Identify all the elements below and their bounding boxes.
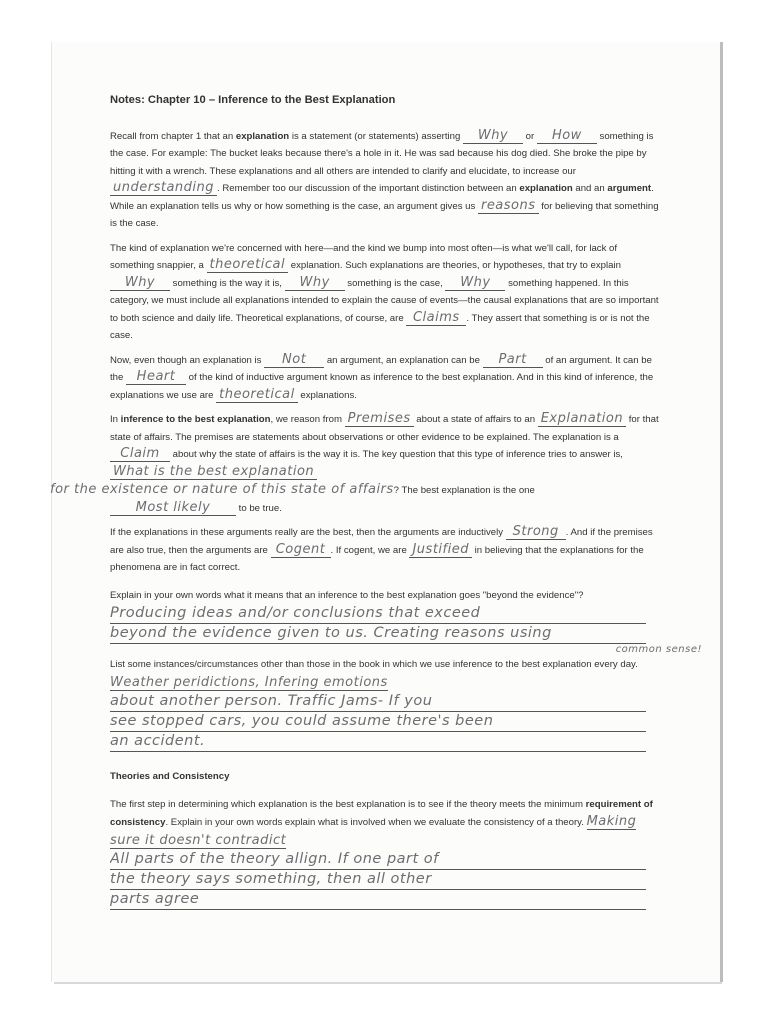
text: and an	[572, 183, 608, 194]
handwritten-answer: parts agree	[110, 891, 200, 907]
bold-term: inference to the best explanation	[120, 414, 271, 425]
answer-blank[interactable]: theoretical	[216, 388, 298, 403]
handwritten-answer: Producing ideas and/or conclusions that exceed	[110, 605, 481, 621]
answer-blank[interactable]: Premises	[345, 412, 414, 427]
text: something happened. In this category, we must include all explanations intended to explain the cause of events—the causal explanations that are so important to both science and daily life. Theoretical explanations, of course, are	[110, 277, 659, 324]
text: ? The best explanation is the one	[393, 485, 535, 496]
text: In	[110, 414, 121, 425]
section-heading: Theories and Consistency	[110, 771, 230, 782]
text: The first step in determining which explanation is the best explanation is to see if the theory meets the minimum	[110, 798, 586, 810]
paragraph-cogent	[110, 524, 662, 577]
text: about why the state of affairs is the way it is. The key question that this type of inference tries to answer is,	[170, 449, 623, 460]
worksheet-content	[50, 92, 702, 910]
handwritten-answer: about another person. Traffic Jams- If you	[110, 693, 433, 709]
text: something is the case. For example: The bucket leaks because there's a hole in it. He was sad because his dog died. She broke the pipe by hitting it with a wrench. These explanations and all others are intended to clarify and elucidate, to increase our	[110, 130, 654, 177]
answer-line[interactable]	[110, 732, 646, 752]
page-title: Notes: Chapter 10 – Inference to the Best Explanation	[110, 94, 396, 106]
answer-line[interactable]	[110, 712, 646, 732]
answer-blank[interactable]: Justified	[409, 543, 472, 558]
text: something is the case,	[344, 277, 446, 289]
text: of the kind of inductive argument known as inference to the best explanation. And in this kind of inference, the explanations we use are	[110, 372, 654, 401]
paragraph-inference	[50, 411, 662, 517]
answer-blank[interactable]: Heart	[126, 370, 186, 385]
answer-line[interactable]	[110, 692, 646, 712]
text: of an argument. It can be the	[110, 354, 652, 383]
text: for believing that something is the case.	[110, 200, 659, 229]
text: an argument, an explanation can be	[324, 354, 483, 366]
question-prompt: Explain in your own words what it means that an inference to the best explanation goes "beyond the evidence"?	[110, 589, 584, 601]
answer-blank[interactable]: Explanation	[538, 412, 626, 427]
text: . If cogent, we are	[330, 544, 410, 556]
text: is a statement (or statements) asserting	[289, 130, 463, 142]
document-page	[52, 42, 720, 982]
text: something is the way it is,	[170, 277, 285, 289]
answer-blank[interactable]: Cogent	[271, 543, 331, 558]
answer-blank[interactable]: Why	[463, 129, 523, 144]
handwritten-answer: see stopped cars, you could assume there's been	[110, 713, 494, 729]
text: explanations.	[297, 389, 357, 401]
handwritten-answer[interactable]: Weather peridictions, Infering emotions	[110, 674, 388, 690]
answer-blank[interactable]: Part	[483, 353, 543, 368]
answer-blank[interactable]: Claim	[110, 447, 170, 462]
text: for that state of affairs. The premises are statements about observations or other evidence to be explained. The explanation is a	[110, 414, 659, 443]
text: If the explanations in these arguments really are the best, then the arguments are inductively	[110, 527, 506, 538]
text: . Explain in your own words explain what is involved when we evaluate the consistency of a theory.	[165, 817, 587, 828]
text: , we reason from	[270, 414, 345, 425]
text: or	[523, 130, 537, 142]
question-beyond-evidence	[110, 587, 702, 655]
answer-blank[interactable]: Not	[264, 353, 324, 368]
answer-blank[interactable]: theoretical	[207, 258, 289, 273]
handwritten-answer[interactable]: Making sure it doesn't contradict	[110, 814, 637, 848]
answer-line[interactable]	[110, 624, 646, 644]
answer-line[interactable]	[110, 870, 646, 890]
answer-blank[interactable]: understanding	[110, 181, 217, 196]
answer-blank[interactable]: Why	[445, 276, 505, 291]
margin-note: common sense!	[615, 643, 702, 655]
text: to be true.	[236, 502, 282, 514]
paragraph-theoretical	[110, 240, 662, 345]
bold-term: explanation	[235, 130, 290, 142]
answer-blank[interactable]: What is the best explanation	[110, 465, 317, 480]
question-prompt	[110, 656, 662, 692]
bold-term: explanation	[519, 183, 573, 194]
handwritten-overflow: for the existence or nature of this state of affairs	[50, 482, 394, 497]
text: The kind of explanation we're concerned with here—and the kind we bump into most often—is what we'll call, for lack of something snappier, a	[110, 242, 618, 271]
text: . They assert that something is or is not the case.	[110, 312, 650, 341]
handwritten-answer: beyond the evidence given to us. Creating reasons using	[110, 625, 552, 641]
handwritten-answer: an accident.	[110, 733, 206, 749]
paragraph-explanation	[110, 128, 662, 233]
text: . While an explanation tells us why or how something is the case, an argument gives us	[110, 183, 654, 212]
question-prompt	[110, 796, 662, 851]
bold-term: argument	[607, 183, 652, 194]
text: . Remember too our discussion of the important distinction between an	[217, 183, 520, 194]
text: about a state of affairs to an	[413, 414, 538, 425]
paragraph-argument	[110, 352, 662, 405]
answer-blank[interactable]: Strong	[506, 525, 566, 540]
answer-blank[interactable]: Why	[285, 276, 345, 291]
answer-line[interactable]	[110, 850, 646, 870]
text: . And if the premises are also true, then the arguments are	[110, 527, 653, 556]
answer-line[interactable]	[110, 890, 646, 910]
handwritten-answer: the theory says something, then all other	[110, 871, 432, 887]
answer-blank[interactable]: Why	[110, 276, 170, 291]
text: explanation. Such explanations are theories, or hypotheses, that try to explain	[288, 260, 621, 271]
text: in believing that the explanations for the phenomena are in fact correct.	[110, 544, 644, 573]
answer-blank[interactable]: Claims	[406, 311, 466, 326]
text: List some instances/circumstances other than those in the book in which we use inference to the best explanation every day.	[110, 659, 638, 670]
question-consistency	[110, 796, 662, 911]
answer-blank[interactable]: reasons	[478, 199, 539, 214]
handwritten-answer: All parts of the theory allign. If one part of	[110, 851, 439, 867]
text: Now, even though an explanation is	[110, 354, 265, 366]
text: Recall from chapter 1 that an	[110, 130, 236, 142]
answer-line[interactable]	[110, 604, 646, 624]
bold-term: requirement of consistency	[110, 798, 653, 828]
answer-blank[interactable]: How	[537, 129, 597, 144]
question-everyday-instances	[110, 656, 662, 752]
answer-blank[interactable]: Most likely	[110, 501, 236, 516]
